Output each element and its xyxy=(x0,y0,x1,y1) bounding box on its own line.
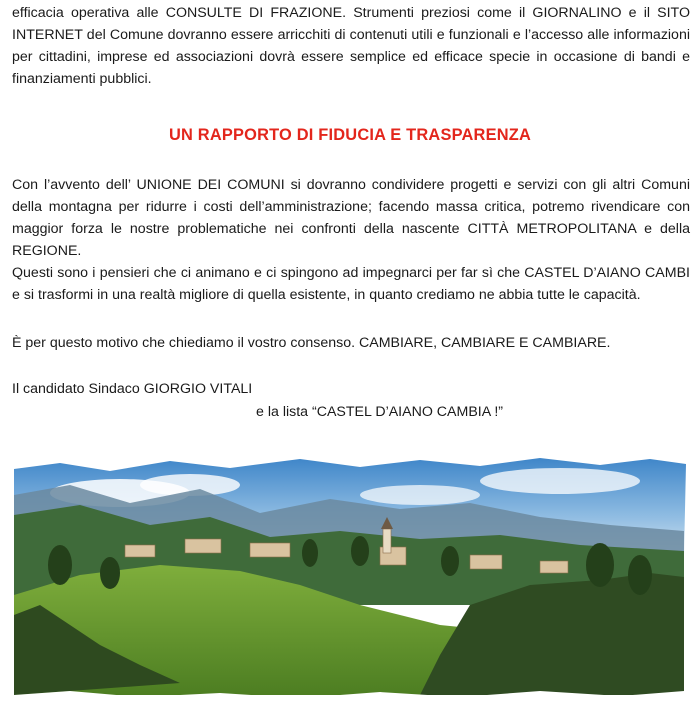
intro-paragraph: efficacia operativa alle CONSULTE DI FRAZIONE. Strumenti preziosi come il GIORNALINO e il SITO INTERNET del Comune dovranno essere arricchiti di contenuti utili e funzionali e l’accesso alle informazioni per cittadini, imprese ed associazioni dovrà essere semplice ed efficace specie in occasione di bandi e finanziamenti pubblici. xyxy=(12,5,690,87)
paragraph-pensieri: Questi sono i pensieri che ci animano e ci spingono ad impegnarci per far sì che CASTEL D’AIANO CAMBI e si trasformi in una realtà migliore di quella esistente, in quanto crediamo ne abbia tutte le capacità. xyxy=(12,265,690,303)
landscape-illustration xyxy=(0,455,700,706)
candidate-signature: Il candidato Sindaco GIORGIO VITALI xyxy=(12,381,253,397)
paragraph-unione: Con l’avvento dell’ UNIONE DEI COMUNI si dovranno condividere progetti e servizi con gli altri Comuni della montagna per ridurre i costi dell’amministrazione; facendo massa critica, potremo rivendicare con maggior forza le nostre problematiche nei confronti della nascente CITTÀ METROPOLITANA e della REGIONE. xyxy=(12,177,690,259)
landscape-photo xyxy=(0,455,700,706)
section-heading: UN RAPPORTO DI FIDUCIA E TRASPARENZA xyxy=(168,126,532,144)
list-signature: e la lista “CASTEL D’AIANO CAMBIA !” xyxy=(256,404,504,420)
paragraph-consenso: È per questo motivo che chiediamo il vostro consenso. CAMBIARE, CAMBIARE E CAMBIARE. xyxy=(12,335,611,351)
